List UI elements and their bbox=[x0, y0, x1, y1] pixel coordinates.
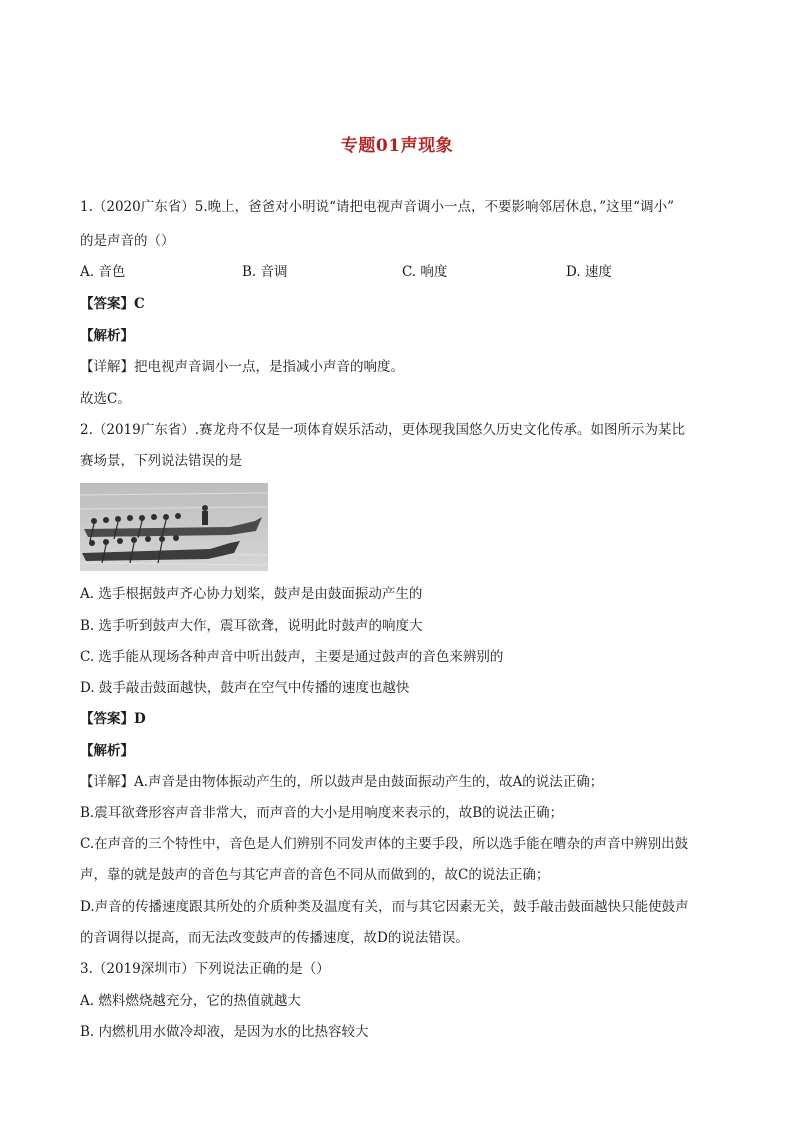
dragon-boat-illustration bbox=[80, 483, 268, 571]
q1-stem-line1: 1.（2020广东省）5.晚上，爸爸对小明说“请把电视声音调小一点，不要影响邻居休息，”这里“调小” bbox=[80, 199, 674, 215]
q1-answer: 【答案】C bbox=[80, 296, 145, 312]
q2-stem-line2: 赛场景，下列说法错误的是 bbox=[80, 453, 242, 469]
q1-option-d: D. 速度 bbox=[566, 264, 612, 280]
q3-option-a: A. 燃料燃烧越充分，它的热值就越大 bbox=[80, 993, 301, 1009]
q2-stem-line1: 2.（2019广东省）.赛龙舟不仅是一项体育娱乐活动，更体现我国悠久历史文化传承。如图所示为某比 bbox=[80, 422, 686, 438]
q2-option-c: C. 选手能从现场各种声音中听出鼓声，主要是通过鼓声的音色来辨别的 bbox=[80, 649, 504, 665]
q2-detail-line: 声，靠的就是鼓声的音色与其它声音的音色不同从而做到的，故C的说法正确； bbox=[80, 867, 550, 883]
q1-detail: 【详解】把电视声音调小一点，是指减小声音的响度。 bbox=[80, 359, 404, 375]
q1-options bbox=[80, 263, 720, 281]
q2-detail-line: 【详解】A.声音是由物体振动产生的，所以鼓声是由鼓面振动产生的，故A的说法正确； bbox=[80, 774, 604, 790]
q1-option-a: A. 音色 bbox=[80, 264, 126, 280]
q2-answer: 【答案】D bbox=[80, 711, 146, 727]
q2-detail-line: C.在声音的三个特性中，音色是人们辨别不同发声体的主要手段，所以选手能在嘈杂的声音中辨别出鼓 bbox=[80, 836, 689, 852]
q1-stem-line2: 的是声音的（） bbox=[80, 233, 175, 249]
q3-option-b: B. 内燃机用水做冷却液，是因为水的比热容较大 bbox=[80, 1024, 369, 1040]
q2-analysis-label: 【解析】 bbox=[80, 743, 134, 759]
q2-detail-line: 的音调得以提高，而无法改变鼓声的传播速度，故D的说法错误。 bbox=[80, 930, 469, 946]
q1-option-c: C. 响度 bbox=[402, 264, 448, 280]
q2-detail-line: D.声音的传播速度跟其所处的介质种类及温度有关，而与其它因素无关，鼓手敲击鼓面越快只能使鼓声 bbox=[80, 899, 689, 915]
dragon-boat-photo bbox=[80, 483, 268, 571]
q1-analysis-label: 【解析】 bbox=[80, 328, 134, 344]
q2-option-a: A. 选手根据鼓声齐心协力划桨，鼓声是由鼓面振动产生的 bbox=[80, 586, 423, 602]
q1-conclusion: 故选C。 bbox=[80, 391, 131, 407]
q2-option-b: B. 选手听到鼓声大作，震耳欲聋，说明此时鼓声的响度大 bbox=[80, 618, 423, 634]
page-title: 专题01声现象 bbox=[340, 136, 454, 156]
q2-option-d: D. 鼓手敲击鼓面越快，鼓声在空气中传播的速度也越快 bbox=[80, 680, 410, 696]
q3-stem: 3.（2019深圳市）下列说法正确的是（） bbox=[80, 961, 330, 977]
q2-detail-line: B.震耳欲聋形容声音非常大，而声音的大小是用响度来表示的，故B的说法正确； bbox=[80, 805, 564, 821]
q1-option-b: B. 音调 bbox=[242, 264, 288, 280]
